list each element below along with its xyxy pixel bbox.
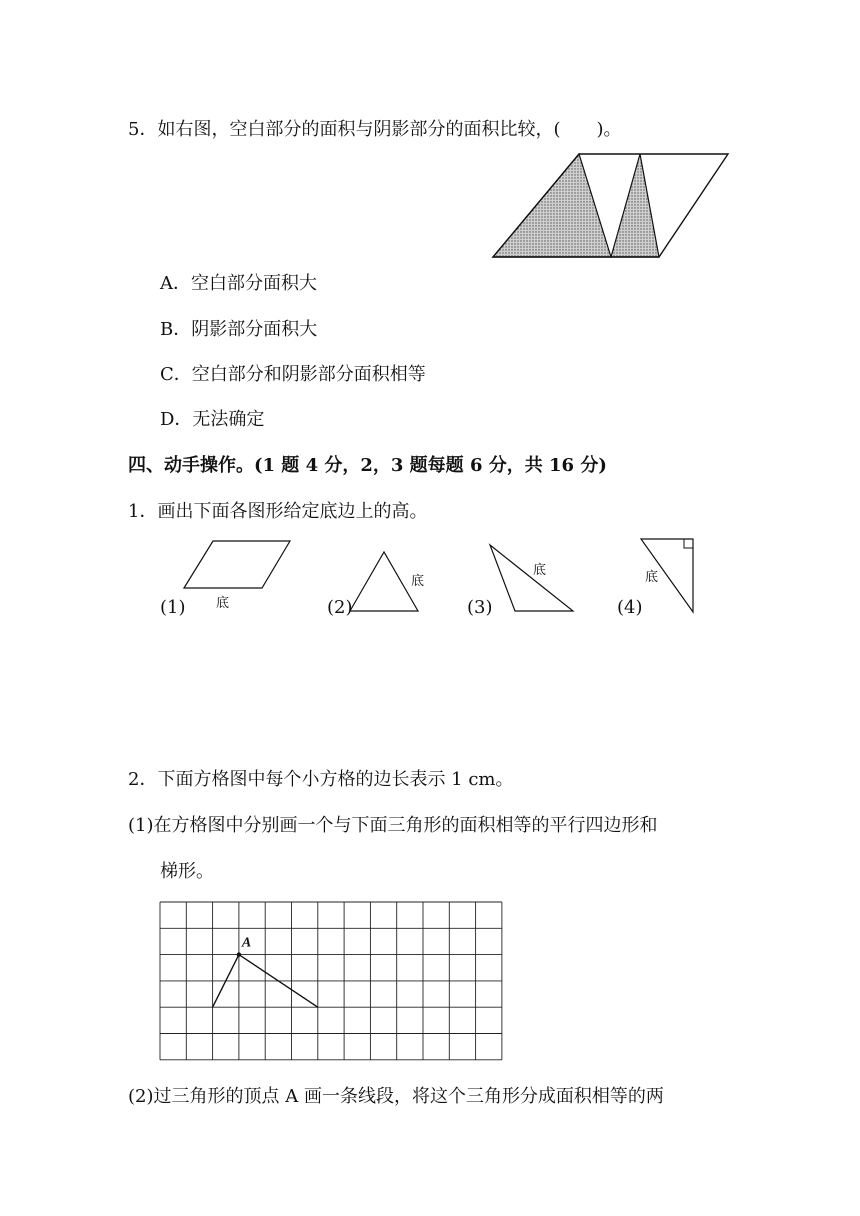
base-label-3: 底 — [533, 563, 547, 578]
grid-lines — [160, 902, 502, 1060]
q2-part-2-text: (2)过三角形的顶点 A 画一条线段，将这个三角形分成面积相等的两 — [128, 1086, 664, 1107]
q1-figure-triangle-2 — [345, 540, 435, 620]
question-1-stem: 1．画出下面各图形给定底边上的高。 — [128, 501, 428, 522]
right-angle-mark — [684, 539, 693, 548]
q2-part-1-line-2: 梯形。 — [160, 861, 214, 882]
q5-parallelogram-figure — [490, 150, 730, 260]
vertex-a-dot — [237, 952, 241, 956]
q2-part-1-line-1: (1)在方格图中分别画一个与下面三角形的面积相等的平行四边形和 — [128, 815, 658, 836]
q5-option-b: B．阴影部分面积大 — [160, 319, 318, 340]
figure-number-1: (1) — [160, 597, 186, 618]
q5-option-d: D．无法确定 — [160, 409, 265, 430]
q1-figure-parallelogram — [180, 538, 310, 611]
section-4-heading: 四、动手操作。(1 题 4 分，2，3 题每题 6 分，共 16 分) — [128, 455, 607, 476]
question-5-stem: 5．如右图，空白部分的面积与阴影部分的面积比较，( )。 — [128, 119, 622, 140]
figure-number-2: (2) — [327, 597, 353, 618]
question-2-stem: 2．下面方格图中每个小方格的边长表示 1 cm。 — [128, 769, 514, 790]
grid-triangle — [212, 957, 317, 1063]
q5-option-a: A．空白部分面积大 — [160, 273, 317, 294]
figure-number-4: (4) — [617, 597, 643, 618]
figure-number-3: (3) — [467, 597, 493, 618]
q5-option-c: C．空白部分和阴影部分面积相等 — [160, 364, 426, 385]
shaded-triangle-right — [611, 154, 659, 257]
base-label-1: 底 — [216, 596, 230, 611]
base-label-2: 底 — [411, 574, 425, 589]
square-grid-figure — [158, 900, 503, 1065]
base-label-4: 底 — [645, 570, 659, 585]
q1-figure-triangle-3 — [485, 540, 585, 620]
q1-figure-right-triangle-4 — [635, 535, 705, 615]
vertex-a-label: A — [241, 935, 252, 951]
q2-part-2 — [128, 1085, 664, 1109]
shaded-triangle-left — [493, 154, 611, 257]
